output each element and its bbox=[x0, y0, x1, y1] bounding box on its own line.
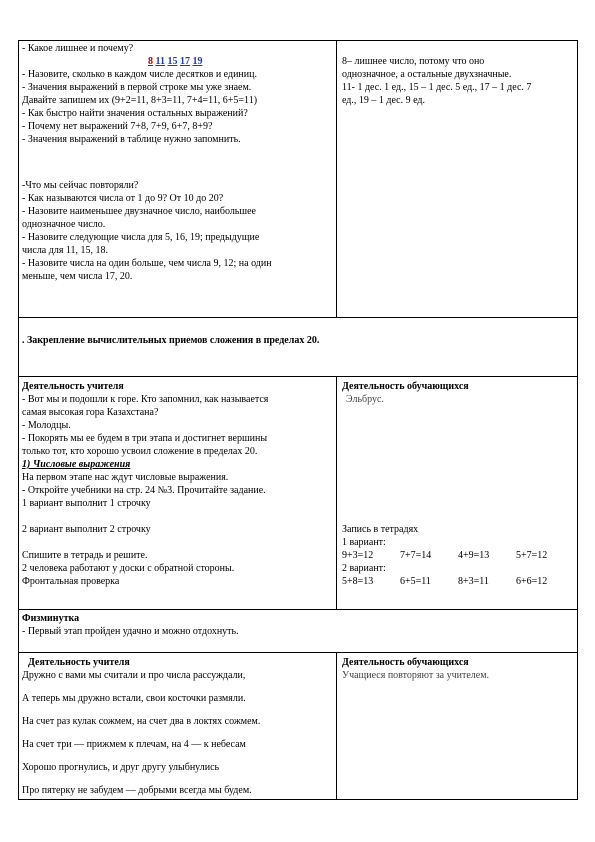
mid-right-cell bbox=[342, 380, 574, 406]
column-header: Деятельность учителя bbox=[28, 657, 130, 668]
text-line: 8– лишнее число, потому что оно bbox=[342, 56, 485, 67]
divider bbox=[18, 376, 578, 377]
text-line: -Что мы сейчас повторяли? bbox=[22, 180, 139, 191]
expression: 6+5=11 bbox=[400, 576, 431, 587]
variant-label: 1 вариант: bbox=[342, 537, 386, 548]
border-left bbox=[18, 40, 19, 800]
poem-line: На счет раз кулак сожмем, на счет два в локтях сожмем. bbox=[22, 716, 261, 727]
column-header: Деятельность обучающихся bbox=[342, 381, 469, 392]
column-header: Деятельность обучающихся bbox=[342, 657, 469, 668]
number: 11 bbox=[155, 56, 165, 67]
text-line: - Как называются числа от 1 до 9? От 10 до 20? bbox=[22, 193, 224, 204]
column-divider bbox=[336, 376, 337, 609]
border-right bbox=[577, 40, 578, 800]
text-line: Давайте запишем их (9+2=11, 8+3=11, 7+4=11, 6+5=11) bbox=[22, 95, 258, 106]
poem-line: На счет три — прижмем к плечам, на 4 — к небесам bbox=[22, 739, 246, 750]
text-line: - Почему нет выражений 7+8, 7+9, 6+7, 8+9? bbox=[22, 121, 213, 132]
poem-line: Дружно с вами мы считали и про числа рассуждали, bbox=[22, 670, 246, 681]
poem-line: Хорошо прогнулись, и друг другу улыбнулись bbox=[22, 762, 220, 773]
expression: 5+8=13 bbox=[342, 576, 374, 587]
text-line: Учащиеся повторяют за учителем. bbox=[342, 670, 490, 681]
text-line: меньше, чем числа 17, 20. bbox=[22, 271, 133, 282]
border-bottom bbox=[18, 799, 578, 800]
expression: 5+7=12 bbox=[516, 550, 548, 561]
subheading: 1) Числовые выражения bbox=[22, 459, 131, 470]
text-line: - Покорять мы ее будем в три этапа и достигнет вершины bbox=[22, 433, 268, 444]
text-line: - Как быстро найти значения остальных выражений? bbox=[22, 108, 248, 119]
bottom-left-cell bbox=[22, 656, 334, 797]
notes-title: Запись в тетрадях bbox=[342, 524, 419, 535]
text-line: однозначное число. bbox=[22, 219, 106, 230]
phys-title: Физминутка bbox=[22, 613, 80, 624]
number: 15 bbox=[167, 56, 178, 67]
variant-1-results bbox=[342, 549, 574, 562]
text-line: - Назовите числа на один больше, чем числа 9, 12; на один bbox=[22, 258, 272, 269]
top-left-cell bbox=[22, 42, 334, 283]
text-line: 1 вариант выполнит 1 строчку bbox=[22, 498, 151, 509]
notebook-notes bbox=[342, 523, 574, 588]
divider bbox=[18, 609, 578, 610]
text-line: - Назовите, сколько в каждом числе десятков и единиц. bbox=[22, 69, 257, 80]
number: 17 bbox=[179, 56, 190, 67]
column-divider bbox=[336, 652, 337, 800]
expression: 4+9=13 bbox=[458, 550, 490, 561]
expression: 8+3=11 bbox=[458, 576, 489, 587]
variant-2-results bbox=[342, 575, 574, 588]
number-odd: 8 bbox=[148, 56, 153, 67]
expression: 9+3=12 bbox=[342, 550, 374, 561]
bottom-right-cell bbox=[342, 656, 574, 682]
text-line: Фронтальная проверка bbox=[22, 576, 120, 587]
column-header: Деятельность учителя bbox=[22, 381, 124, 392]
question: - Какое лишнее и почему? bbox=[22, 43, 134, 54]
text-line: - Откройте учебники на стр. 24 №3. Прочитайте задание. bbox=[22, 485, 266, 496]
text-line: На первом этапе нас ждут числовые выражения. bbox=[22, 472, 229, 483]
text-line: самая высокая гора Казахстана? bbox=[22, 407, 159, 418]
section-title: . Закрепление вычислительных приемов сложения в пределах 20. bbox=[22, 335, 320, 346]
poem-line: А теперь мы дружно встали, свои косточки размяли. bbox=[22, 693, 246, 704]
text-line: - Назовите наименьшее двузначное число, наибольшее bbox=[22, 206, 256, 217]
column-divider bbox=[336, 40, 337, 317]
phys-minute-cell bbox=[22, 612, 572, 638]
answer: Эльбрус. bbox=[346, 394, 384, 405]
number: 19 bbox=[192, 56, 203, 67]
text-line: - Значения выражений в таблице нужно запомнить. bbox=[22, 134, 241, 145]
text-line: числа для 11, 15, 18. bbox=[22, 245, 109, 256]
mid-left-cell bbox=[22, 380, 334, 588]
text-line: однозначное, а остальные двухзначные. bbox=[342, 69, 512, 80]
text-line: - Молодцы. bbox=[22, 420, 71, 431]
text-line: 2 вариант выполнит 2 строчку bbox=[22, 524, 151, 535]
top-right-cell bbox=[342, 55, 574, 107]
divider bbox=[18, 317, 578, 318]
text-line: - Значения выражений в первой строке мы уже знаем. bbox=[22, 82, 252, 93]
poem-line: Про пятерку не забудем — добрыми всегда мы будем. bbox=[22, 785, 252, 796]
number-row bbox=[22, 55, 334, 68]
text-line: - Первый этап пройден удачно и можно отдохнуть. bbox=[22, 626, 239, 637]
lesson-table bbox=[18, 40, 578, 800]
text-line: - Вот мы и подошли к горе. Кто запомнил, как называется bbox=[22, 394, 269, 405]
variant-label: 2 вариант: bbox=[342, 563, 386, 574]
border-top bbox=[18, 40, 578, 41]
divider bbox=[18, 652, 578, 653]
text-line: только тот, кто хорошо усвоил сложение в пределах 20. bbox=[22, 446, 258, 457]
text-line: 2 человека работают у доски с обратной стороны. bbox=[22, 563, 235, 574]
text-line: ед., 19 – 1 дес. 9 ед. bbox=[342, 95, 426, 106]
text-line: Спишите в тетрадь и решите. bbox=[22, 550, 148, 561]
expression: 6+6=12 bbox=[516, 576, 548, 587]
expression: 7+7=14 bbox=[400, 550, 432, 561]
text-line: - Назовите следующие числа для 5, 16, 19; предыдущие bbox=[22, 232, 260, 243]
text-line: 11- 1 дес. 1 ед., 15 – 1 дес. 5 ед., 17 – 1 дес. 7 bbox=[342, 82, 532, 93]
